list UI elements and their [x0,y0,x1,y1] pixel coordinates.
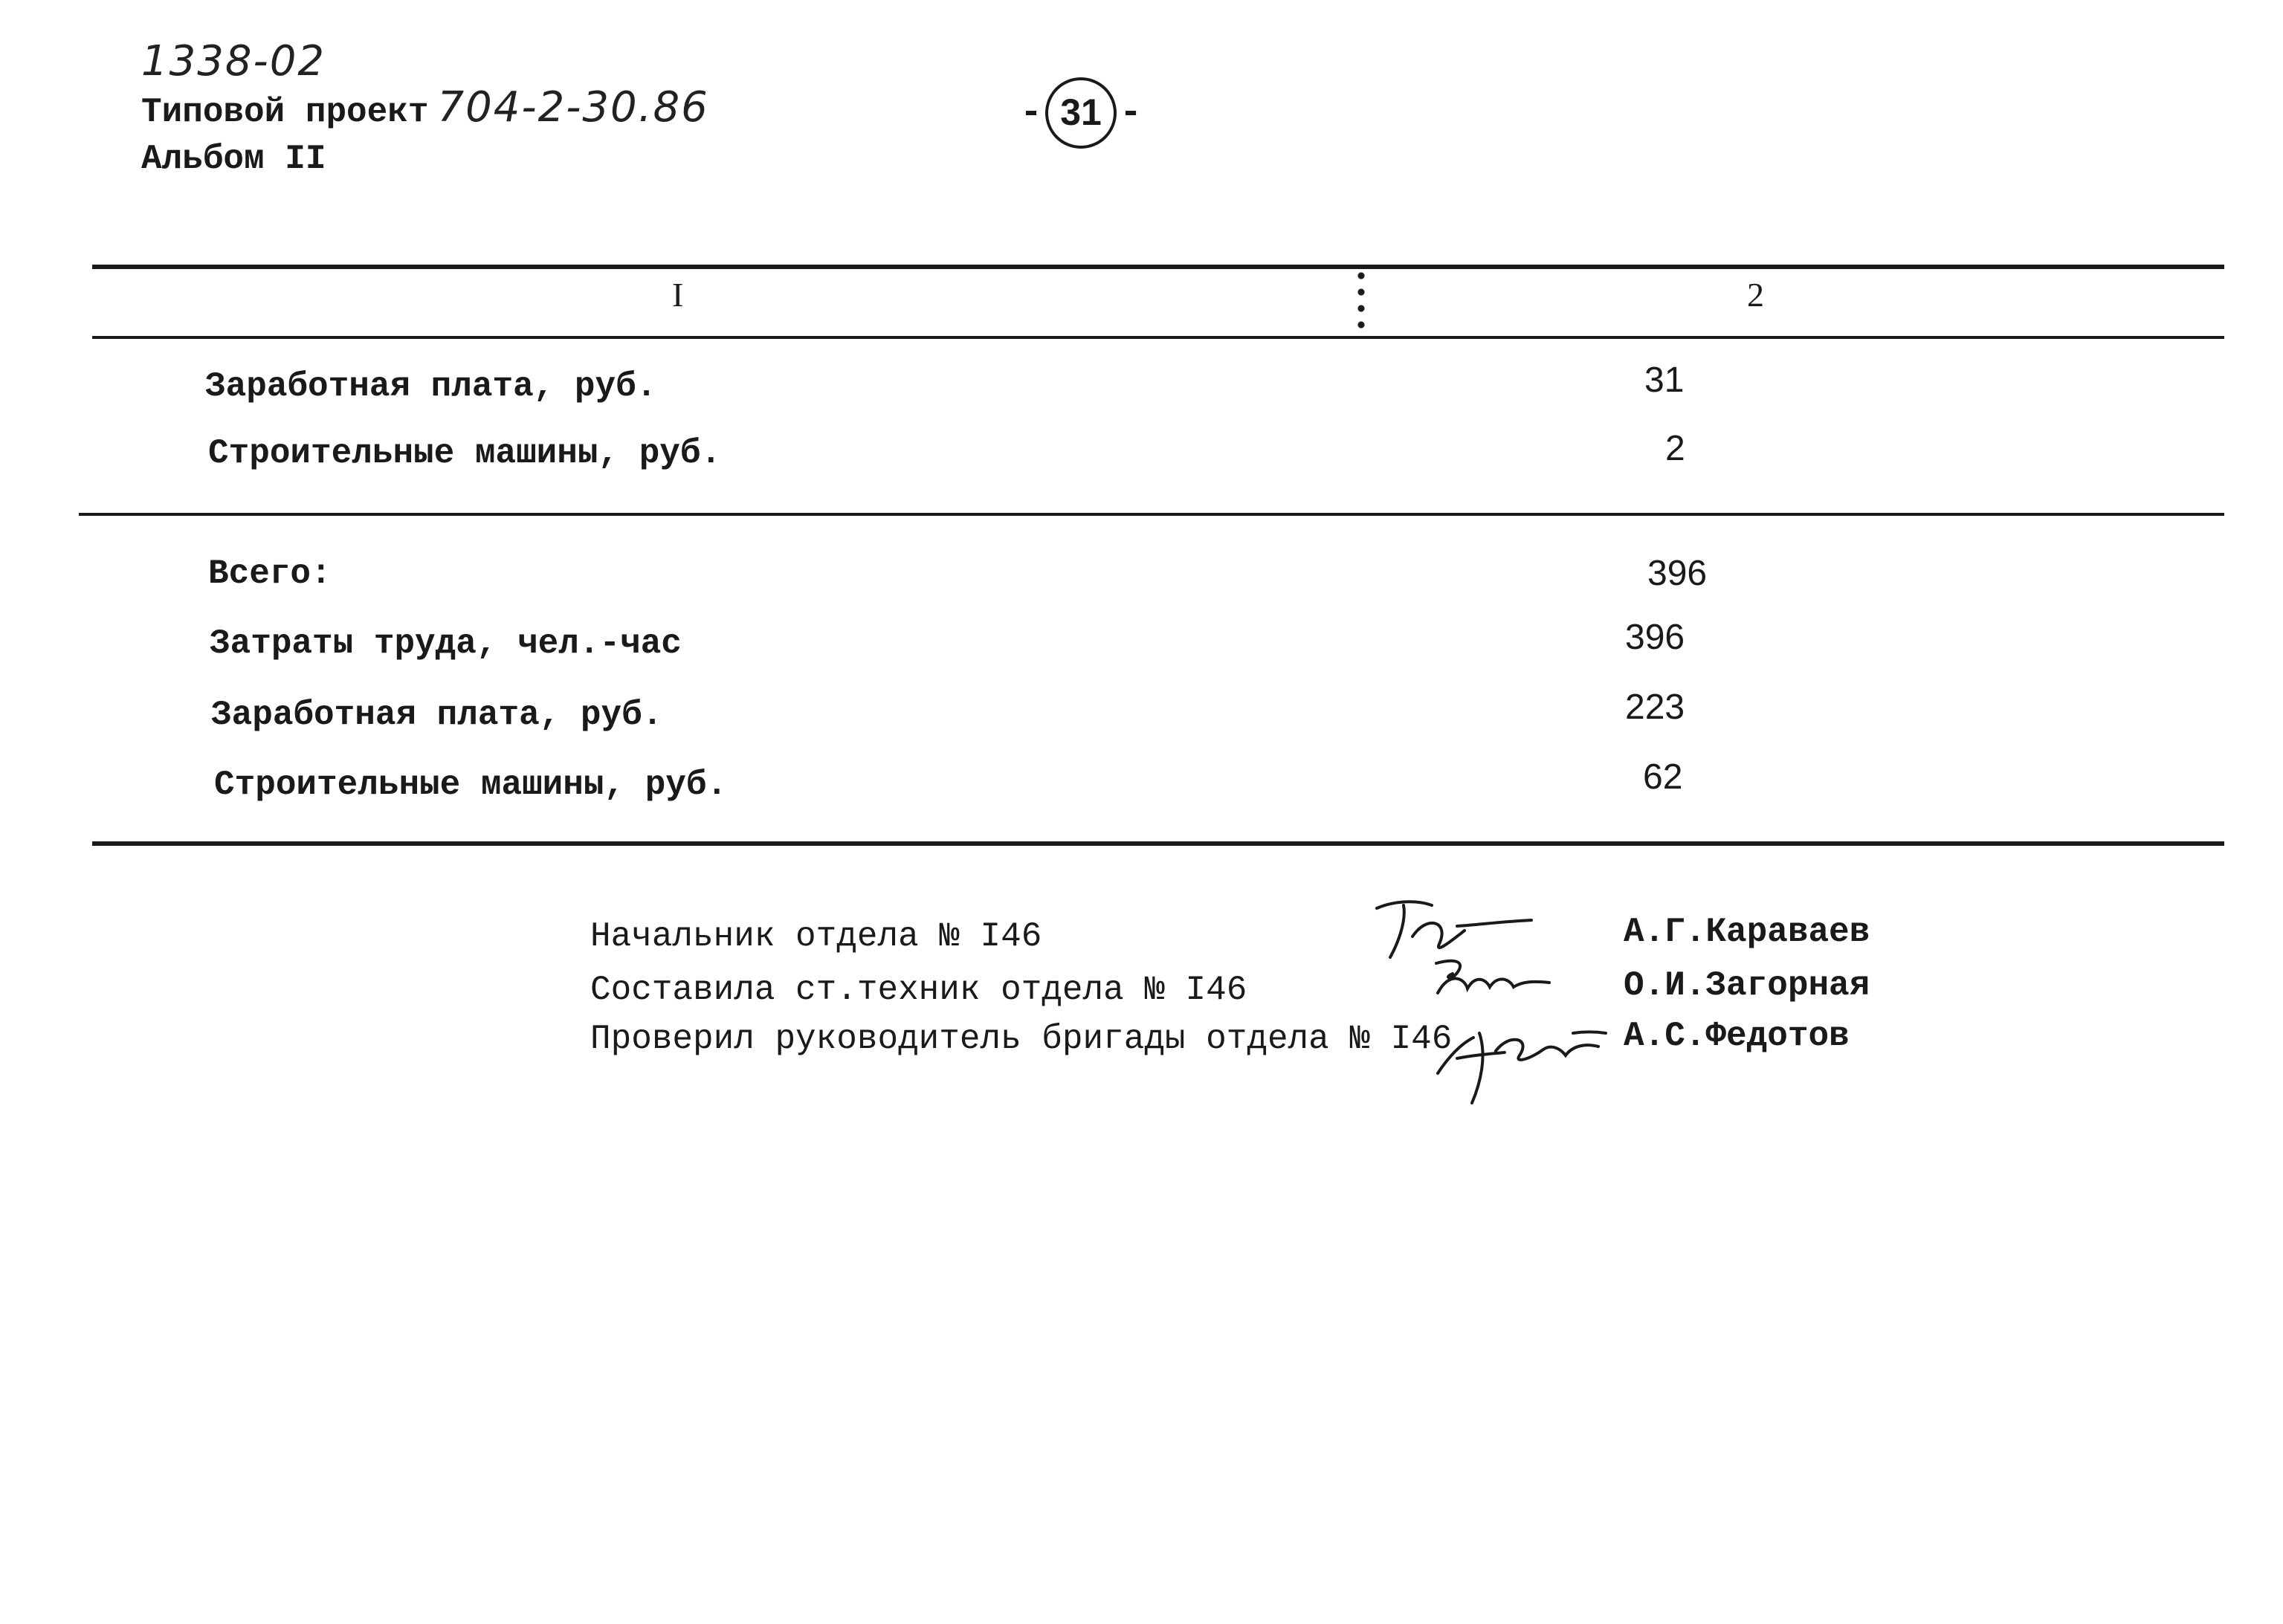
page-number [1020,77,1142,149]
table-row-label: Затраты труда, чел.-час [210,624,682,663]
project-line [141,83,709,132]
table-header-rule [92,336,2224,339]
signatory-name: А.Г.Караваев [1624,913,1870,951]
table-row-value: 2 [1665,429,1685,468]
signatory-role: Начальник отдела № I46 [590,917,1042,956]
signature-fedotov [1427,1011,1621,1107]
album-label: Альбом II [141,140,326,178]
signatory-name: О.И.Загорная [1624,966,1870,1005]
page-dash-right: - [1120,91,1143,135]
table-row-value: 396 [1647,554,1708,593]
page-number-circle: 31 [1045,77,1117,149]
page-dash-left: - [1020,91,1043,135]
table-row-value: 62 [1643,757,1683,797]
project-label: Типовой проект [141,93,429,132]
signatory-role: Составила ст.техник отдела № I46 [590,971,1247,1009]
signatory-name: А.С.Федотов [1624,1017,1850,1055]
column-separator [1357,268,1365,336]
table-row-value: 396 [1625,618,1685,657]
table-row-label: Заработная плата, руб. [205,367,657,406]
section-divider-rule [79,513,2224,516]
project-number: 704-2-30.86 [437,83,709,132]
table-row-label: Всего: [208,554,332,593]
table-row-label: Строительные машины, руб. [214,766,728,804]
column-header-2: 2 [1747,276,1764,314]
column-header-1: I [672,276,684,314]
table-row-label: Строительные машины, руб. [208,434,722,473]
signatory-role: Проверил руководитель бригады отдела № I46 [590,1020,1453,1058]
table-bottom-rule [92,841,2224,846]
signature-zagornaya [1423,948,1557,1008]
table-row-label: Заработная плата, руб. [211,696,663,734]
table-row-value: 31 [1644,360,1685,400]
table-top-rule [92,265,2224,269]
document-code: 1338-02 [141,37,326,85]
table-row-value: 223 [1625,688,1685,727]
